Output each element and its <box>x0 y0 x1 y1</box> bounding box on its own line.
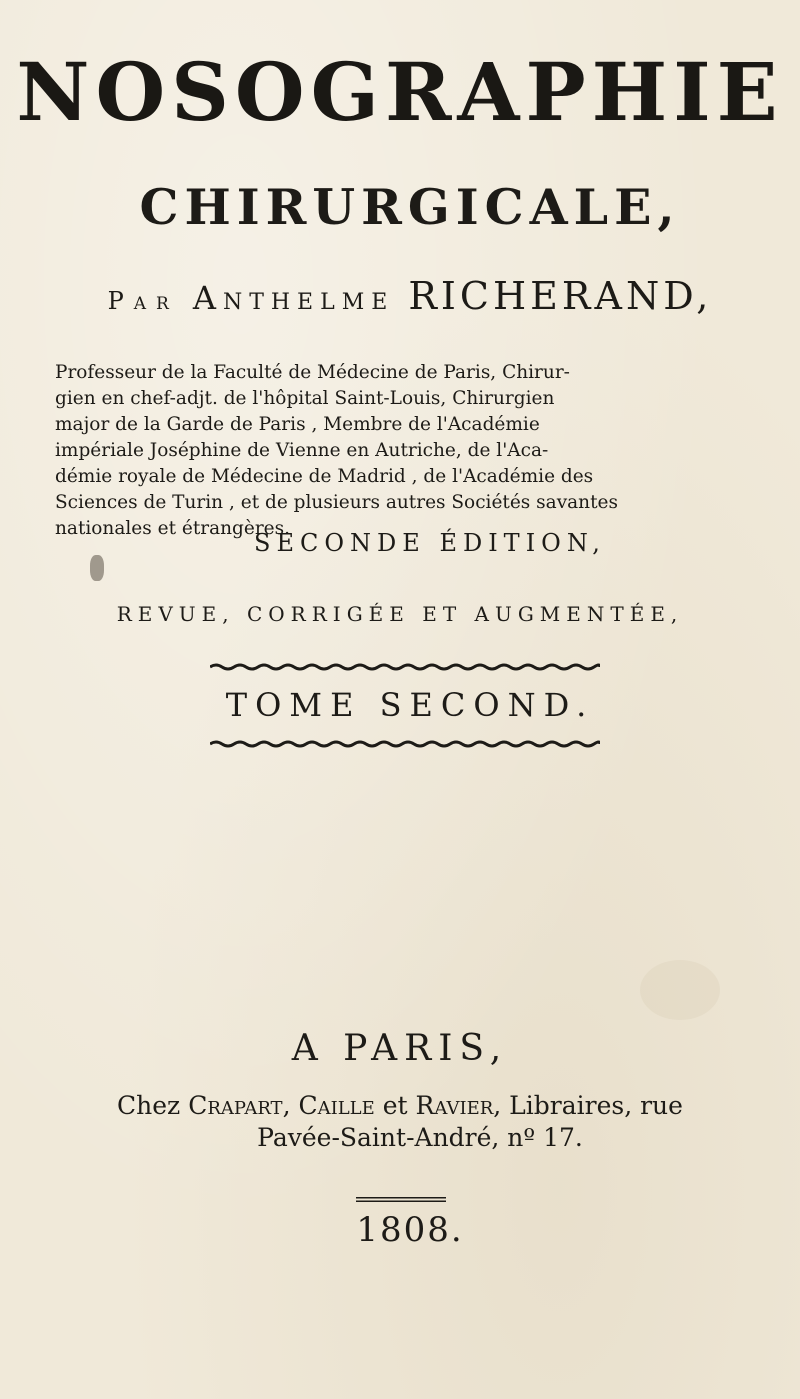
imprint-address: Pavée-Saint-André, nº 17. <box>257 1123 583 1152</box>
ornamental-rule-top <box>210 663 600 671</box>
ornamental-rule-bottom <box>210 740 600 748</box>
credentials-line: nationales et étrangères. <box>55 518 291 539</box>
revision-label: REVUE, CORRIGÉE ET AUGMENTÉE, <box>116 602 684 626</box>
author-line <box>10 274 800 318</box>
publisher-prefix: Chez <box>117 1091 181 1120</box>
credentials-line: Professeur de la Faculté de Médecine de Paris, Chirur- <box>55 362 570 383</box>
credentials-line: impériale Joséphine de Vienne en Autriche, de l'Aca- <box>55 440 549 461</box>
paper-stain <box>640 960 720 1020</box>
imprint-year: 1808. <box>356 1210 464 1250</box>
author-last-name: RICHERAND, <box>408 274 713 318</box>
imprint-publisher: Chez Crapart, Caille et Ravier, Libraires, rue <box>117 1091 683 1120</box>
publisher-conjunction: et <box>382 1091 408 1120</box>
credentials-line: gien en chef-adjt. de l'hôpital Saint-Louis, Chirurgien <box>55 388 555 409</box>
edition-label: SECONDE ÉDITION, <box>254 529 606 557</box>
author-credentials <box>55 360 755 542</box>
publisher-name: Ravier <box>415 1091 494 1120</box>
credentials-line: major de la Garde de Paris , Membre de l'Académie <box>55 414 540 435</box>
author-prefix: Par <box>107 287 179 315</box>
publisher-suffix: Libraires, rue <box>509 1091 683 1120</box>
imprint-place: A PARIS, <box>291 1028 509 1069</box>
book-title-line-1: NOSOGRAPHIE <box>16 45 784 139</box>
short-rule <box>356 1197 446 1202</box>
author-first-name: Anthelme <box>192 279 395 317</box>
book-title-line-2: CHIRURGICALE, <box>139 178 681 236</box>
paper-stain <box>90 555 104 581</box>
publisher-name: Caille <box>298 1091 375 1120</box>
credentials-line: Sciences de Turin , et de plusieurs autres Sociétés savantes <box>55 492 618 513</box>
volume-label: TOME SECOND. <box>225 686 595 724</box>
credentials-line: démie royale de Médecine de Madrid , de l'Académie des <box>55 466 594 487</box>
publisher-name: Crapart <box>188 1091 283 1120</box>
